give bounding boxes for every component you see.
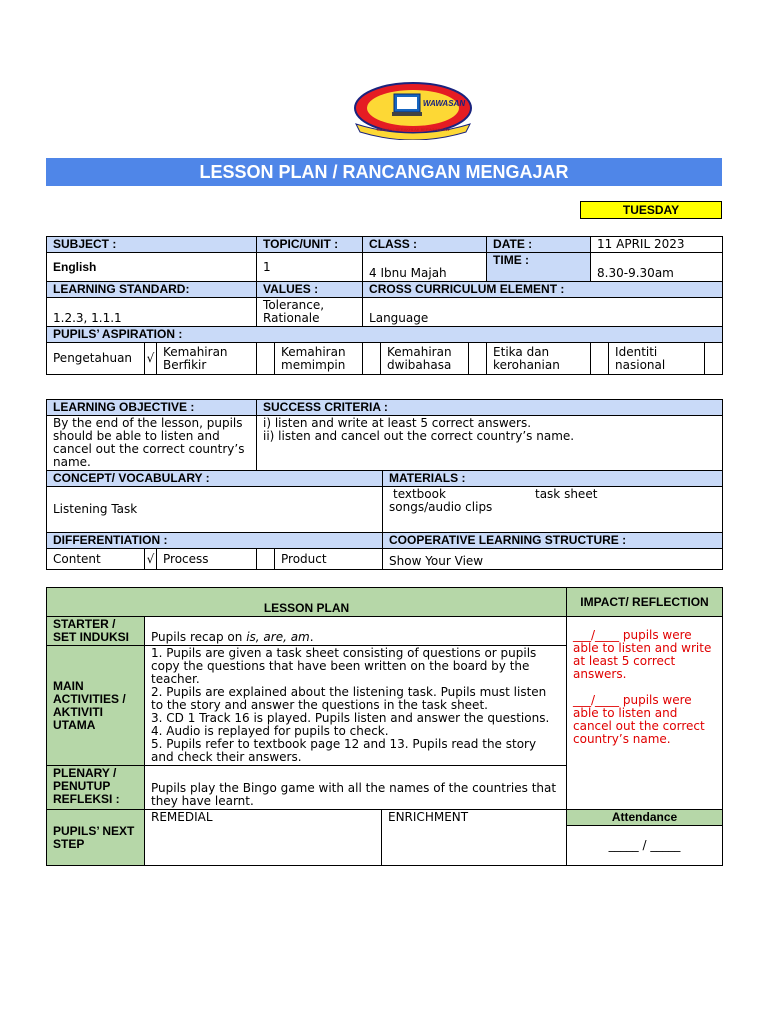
- page-title: LESSON PLAN / RANCANGAN MENGAJAR: [46, 158, 722, 186]
- activity-step: 4. Audio is replayed for pupils to check.: [151, 724, 389, 738]
- cross-curriculum-label: CROSS CURRICULUM ELEMENT :: [363, 282, 723, 298]
- materials-value: [383, 487, 723, 533]
- subject-value: English: [47, 253, 257, 282]
- aspiration-checkbox: [591, 343, 609, 375]
- vocabulary-value: Listening Task: [47, 487, 383, 533]
- impact-line-1: ___/____ pupils were able to listen and write at least 5 correct answers.: [573, 628, 712, 681]
- aspiration-checkbox: [705, 343, 723, 375]
- impact-header: IMPACT/ REFLECTION: [567, 588, 723, 617]
- material-item: task sheet: [535, 487, 598, 501]
- time-label: TIME :: [487, 253, 591, 282]
- impact-reflection: [567, 617, 723, 810]
- aspiration-item: Kemahiran Berfikir: [157, 343, 257, 375]
- attendance-label: Attendance: [567, 810, 723, 826]
- starter-emphasis: is, are, am: [246, 630, 310, 644]
- vocabulary-label: CONCEPT/ VOCABULARY :: [47, 471, 383, 487]
- lesson-plan-table: [46, 587, 723, 866]
- enrichment-label: ENRICHMENT: [382, 810, 567, 866]
- differentiation-check: √: [145, 549, 157, 570]
- main-activities-label: MAIN ACTIVITIES / AKTIVITI UTAMA: [47, 646, 145, 766]
- next-step-label: PUPILS’ NEXT STEP: [47, 810, 145, 866]
- school-logo: [348, 80, 478, 140]
- aspiration-item: Etika dan kerohanian: [487, 343, 591, 375]
- date-label: DATE :: [487, 237, 591, 253]
- logo-motto: BERILMU BERAKHLAK BERWAWASAN: [376, 127, 450, 132]
- materials-label: MATERIALS :: [383, 471, 723, 487]
- success-criteria-1: i) listen and write at least 5 correct answers.: [263, 416, 532, 430]
- success-criteria-text: [257, 416, 723, 471]
- success-criteria-2: ii) listen and cancel out the correct country’s name.: [263, 429, 575, 443]
- differentiation-checkbox: [257, 549, 275, 570]
- subject-label: SUBJECT :: [47, 237, 257, 253]
- differentiation-label: DIFFERENTIATION :: [47, 533, 383, 549]
- lesson-info-table: [46, 236, 723, 375]
- learning-objective-label: LEARNING OBJECTIVE :: [47, 400, 257, 416]
- starter-prefix: Pupils recap on: [151, 630, 247, 644]
- success-criteria-label: SUCCESS CRITERIA :: [257, 400, 723, 416]
- starter-suffix: .: [309, 630, 314, 644]
- differentiation-item: Process: [157, 549, 257, 570]
- aspiration-item: Kemahiran memimpin: [275, 343, 363, 375]
- remedial-label: REMEDIAL: [145, 810, 382, 866]
- attendance-value: _____ / _____: [567, 826, 723, 866]
- differentiation-item: Product: [275, 549, 383, 570]
- cooperative-learning-label: COOPERATIVE LEARNING STRUCTURE :: [383, 533, 723, 549]
- aspiration-checkbox: [257, 343, 275, 375]
- cooperative-learning-value: Show Your View: [383, 549, 723, 570]
- day-badge: TUESDAY: [580, 201, 722, 219]
- plenary-text: Pupils play the Bingo game with all the names of the countries that they have learnt.: [145, 766, 567, 810]
- starter-text: [145, 617, 567, 646]
- aspiration-item: Identiti nasional: [609, 343, 705, 375]
- class-label: CLASS :: [363, 237, 487, 253]
- activity-step: 1. Pupils are given a task sheet consisting of questions or pupils copy the questions that have been written on the board by the teacher.: [151, 646, 537, 686]
- time-value: 8.30-9.30am: [591, 253, 723, 282]
- activity-step: 5. Pupils refer to textbook page 12 and 13. Pupils read the story and check their answers.: [151, 737, 537, 764]
- values-label: VALUES :: [257, 282, 363, 298]
- learning-standard-label: LEARNING STANDARD:: [47, 282, 257, 298]
- learning-objective-text: By the end of the lesson, pupils should be able to listen and cancel out the correct country’s name.: [47, 416, 257, 471]
- activity-step: 3. CD 1 Track 16 is played. Pupils listen and answer the questions.: [151, 711, 550, 725]
- objectives-table: [46, 399, 723, 570]
- learning-standard-value: 1.2.3, 1.1.1: [47, 298, 257, 327]
- aspiration-label: PUPILS’ ASPIRATION :: [47, 327, 723, 343]
- topic-label: TOPIC/UNIT :: [257, 237, 363, 253]
- starter-label: STARTER / SET INDUKSI: [47, 617, 145, 646]
- material-item: textbook: [393, 487, 446, 501]
- aspiration-item: Pengetahuan: [47, 343, 145, 375]
- logo-name: WAWASAN: [422, 99, 466, 108]
- topic-value: 1: [257, 253, 363, 282]
- lesson-plan-header: LESSON PLAN: [47, 588, 567, 617]
- class-value: 4 Ibnu Majah: [363, 253, 487, 282]
- differentiation-item: Content: [47, 549, 145, 570]
- activity-step: 2. Pupils are explained about the listening task. Pupils must listen to the story and answer the questions in the task sheet.: [151, 685, 547, 712]
- material-item: songs/audio clips: [389, 500, 493, 514]
- cross-curriculum-value: Language: [363, 298, 723, 327]
- aspiration-checkbox: [469, 343, 487, 375]
- date-value: 11 APRIL 2023: [591, 237, 723, 253]
- aspiration-checkbox: [363, 343, 381, 375]
- plenary-label: PLENARY / PENUTUP REFLEKSI :: [47, 766, 145, 810]
- aspiration-check: √: [145, 343, 157, 375]
- aspiration-item: Kemahiran dwibahasa: [381, 343, 469, 375]
- impact-line-2: ___/____ pupils were able to listen and cancel out the correct country’s name.: [573, 693, 705, 746]
- values-value: Tolerance, Rationale: [257, 298, 363, 327]
- main-activities-text: [145, 646, 567, 766]
